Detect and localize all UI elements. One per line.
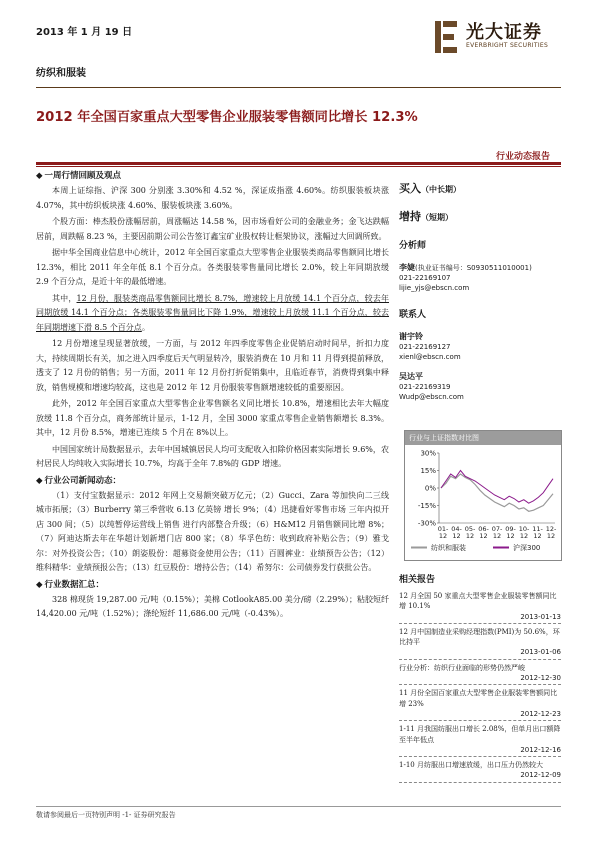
rating-long-term bbox=[399, 180, 561, 196]
report-type: 行业动态报告 bbox=[496, 152, 551, 162]
x-tick-label: 12 bbox=[492, 532, 502, 540]
footer-divider bbox=[36, 806, 561, 807]
analyst-phone: 021-22169107 bbox=[399, 274, 451, 282]
section-heading-data bbox=[36, 578, 389, 593]
x-tick-label: 11- bbox=[532, 525, 543, 533]
related-report-date: 2013-01-13 bbox=[520, 612, 561, 621]
contact-email[interactable]: Wudp@ebscn.com bbox=[399, 393, 464, 401]
chart-plot bbox=[405, 445, 561, 560]
series-line bbox=[441, 471, 553, 504]
legend-label: 沪深300 bbox=[513, 544, 541, 552]
related-reports-list bbox=[399, 588, 561, 783]
y-tick-label: -30% bbox=[417, 519, 436, 528]
paragraph: 此外，2012 年全国百家重点大型零售企业零售额名义同比增长 10.8%，增速相比去年大幅度放缓 11.8 个百分点，商务部统计显示，1-12 月，全国 3000 家重点零售企业销售额增长 8.3%。其中，12 月份 8.5%，增速已连续 5 个月在 8%以上。 bbox=[36, 399, 389, 437]
related-report-date: 2012-12-16 bbox=[520, 745, 561, 754]
list-item[interactable] bbox=[399, 588, 561, 624]
index-comparison-chart bbox=[404, 430, 562, 561]
footer-site: 证券研究报告 bbox=[133, 811, 176, 819]
footer-text bbox=[36, 810, 176, 820]
paragraph: 中国国家统计局数据显示，去年中国城镇居民人均可支配收入扣除价格因素实际增长 9.6%，农村居民人均纯收入实际增长 10.7%，均高于全年 7.8%的 GDP 增速。 bbox=[36, 444, 389, 468]
diamond-bullet-icon: ◆ bbox=[36, 171, 43, 181]
contact-heading: 联系人 bbox=[399, 310, 427, 320]
series-line bbox=[441, 474, 553, 511]
page-number: -1- bbox=[122, 811, 132, 819]
paragraph: 12 月份增速呈现显著放缓，一方面，与 2012 年四季度零售企业促销启动时间早，折扣力度大，持续周期长有关，加之进入四季度后天气明显转冷，服装消费在 10 月和 11 月得到提前释放，透支了 12 月份的销售；另一方面，2011 年 12 月份打折促销集中，且临近春节，消费得到集中释放，销售规模和增速均较高，这也是 2012 年 12 月份服装零售额增速较低的重要原因。 bbox=[36, 339, 389, 392]
main-column bbox=[36, 167, 389, 624]
broker-name: 光大证券 bbox=[466, 22, 542, 43]
x-tick-label: 04- bbox=[451, 525, 462, 533]
analyst-heading: 分析师 bbox=[399, 241, 427, 251]
x-tick-label: 10- bbox=[518, 525, 530, 533]
x-tick-label: 05- bbox=[464, 525, 476, 533]
related-report-title[interactable]: 行业分析：纺织行业面临的形势仍然严峻 bbox=[399, 663, 525, 672]
rating-short-term bbox=[399, 208, 561, 224]
x-tick-label: 09- bbox=[505, 525, 516, 533]
y-tick-label: -15% bbox=[417, 502, 436, 510]
diamond-bullet-icon: ◆ bbox=[36, 579, 43, 590]
x-tick-label: 12 bbox=[465, 532, 475, 540]
list-item[interactable] bbox=[399, 624, 561, 660]
related-report-title[interactable]: 12 月全国 50 家重点大型零售企业服装零售额同比增 10.1% bbox=[399, 592, 557, 611]
x-tick-label: 12 bbox=[546, 532, 556, 540]
paragraph: 个股方面：棒杰股份涨幅居前，周涨幅达 14.58 %，因市场看好公司的金融业务；金飞达跌幅居前，周跌幅 8.23 %，主要因前期公司公告签订鑫宝矿业股权转让框架协议，涨幅过大回调所致。 bbox=[36, 217, 389, 241]
related-report-title[interactable]: 12 月中国制造业采购经理指数(PMI)为 50.6%，环比持平 bbox=[399, 627, 560, 647]
report-date: 2013 年 1 月 19 日 bbox=[36, 27, 133, 38]
sidebar bbox=[399, 167, 561, 402]
diamond-bullet-icon: ◆ bbox=[36, 475, 43, 486]
related-reports-heading: 相关报告 bbox=[399, 575, 436, 585]
underlined-text: 12 月份，服装类商品零售额同比增长 8.7%，增速较上月放缓 14.1 个百分点，较去年同期放缓 14.1 个百分点；各类服装零售量同比下降 1.9%，增速较上月放缓 11.1 个百分点，较去年同期增速下滑 8.5 个百分点 bbox=[36, 293, 389, 332]
y-tick-label: 30% bbox=[420, 449, 436, 458]
paragraph: 据中华全国商业信息中心统计，2012 年全国百家重点大型零售企业服装类商品零售额同比增长 12.3%，相比 2011 年全年低 8.1 个百分点。各类服装零售量同比增长 2.0%，较上年同期放缓 2.9 个百分点，是近十年的最低增速。 bbox=[36, 248, 389, 286]
chart-title: 行业与上证指数对比图 bbox=[405, 431, 561, 445]
heading-text: 一周行情回顾及观点 bbox=[44, 171, 122, 181]
related-report-date: 2012-12-30 bbox=[520, 674, 561, 683]
list-item[interactable] bbox=[399, 685, 561, 721]
x-tick-label: 12 bbox=[452, 532, 461, 540]
footer-disclaimer: 敬请参阅最后一页特别声明 bbox=[36, 811, 120, 819]
list-item[interactable] bbox=[399, 721, 561, 757]
name-text: 李婕 bbox=[399, 263, 415, 272]
related-report-title[interactable]: 1-11 月我国纺服出口增长 2.08%，但单月出口额降至半年低点 bbox=[399, 725, 561, 744]
paragraph: 328 棉现货 19,287.00 元/吨（0.15%）；美棉 CotlookA85.00 美分/磅（2.29%）；粘胶短纤 14,420.00 元/吨（1.52%）；涤纶短纤 11,686.00 元/吨（-0.43%）。 bbox=[36, 594, 389, 618]
header-divider bbox=[36, 87, 561, 88]
related-report-date: 2012-12-09 bbox=[520, 771, 561, 780]
report-title: 2012 年全国百家重点大型零售企业服装零售额同比增长 12.3% bbox=[36, 110, 418, 125]
related-report-title[interactable]: 1-10 月纺服出口增速放缓，出口压力仍然较大 bbox=[399, 761, 543, 770]
contact-name: 吴达平 bbox=[399, 372, 423, 381]
y-tick-label: 15% bbox=[420, 467, 436, 475]
x-tick-label: 12 bbox=[519, 532, 529, 540]
contact-email[interactable]: xienl@ebscn.com bbox=[399, 353, 461, 361]
x-tick-label: 12 bbox=[438, 532, 448, 540]
contact-name: 谢宇铃 bbox=[399, 332, 423, 341]
heading-text: 行业数据汇总： bbox=[44, 579, 105, 590]
rating-text: 增持 bbox=[399, 210, 421, 223]
x-tick-label: 06- bbox=[478, 525, 489, 533]
x-tick-label: 12 bbox=[533, 532, 542, 540]
text-span: 其中， bbox=[52, 293, 77, 303]
paragraph bbox=[36, 292, 389, 336]
section-heading-news bbox=[36, 474, 389, 489]
paragraph: 本周上证综指、沪深 300 分别涨 3.30%和 4.52 %，深证成指涨 4.60%。纺织服装板块涨 4.07%，其中纺织板块涨 4.60%、服装板块涨 3.60%。 bbox=[36, 186, 389, 210]
heading-text: 行业公司新闻动态： bbox=[44, 475, 122, 486]
x-tick-label: 07- bbox=[491, 525, 503, 533]
related-report-title[interactable]: 11 月份全国百家重点大型零售企业服装零售额同比增 23% bbox=[399, 689, 558, 708]
x-tick-label: 12 bbox=[506, 532, 515, 540]
cert-text: (执业证书编号：S0930511010001) bbox=[415, 264, 532, 272]
text-span: 。 bbox=[141, 322, 150, 332]
related-report-date: 2012-12-23 bbox=[520, 709, 561, 718]
rating-text: 买入 bbox=[399, 182, 421, 195]
legend-label: 纺织和服装 bbox=[431, 544, 466, 552]
broker-name-en: EVERBRIGHT SECURITIES bbox=[466, 42, 549, 49]
x-tick-label: 12 bbox=[479, 532, 488, 540]
list-item[interactable] bbox=[399, 660, 561, 686]
section-heading-weekly bbox=[36, 169, 389, 184]
x-tick-label: 01- bbox=[437, 525, 449, 533]
x-tick-label: 12- bbox=[545, 525, 557, 533]
related-report-date: 2013-01-06 bbox=[520, 648, 561, 657]
contact-phone: 021-22169127 bbox=[399, 343, 451, 351]
list-item[interactable] bbox=[399, 757, 561, 783]
rating-term: （中长期） bbox=[421, 185, 461, 194]
rating-term: （短期） bbox=[421, 213, 453, 222]
analyst-name bbox=[399, 262, 561, 273]
sector-label: 纺织和服装 bbox=[36, 68, 86, 79]
y-tick-label: 0% bbox=[424, 484, 436, 493]
analyst-email[interactable]: lijie_yjs@ebscn.com bbox=[399, 284, 470, 292]
title-divider bbox=[36, 162, 561, 165]
contact-phone: 021-22169319 bbox=[399, 383, 451, 391]
paragraph: （1）支付宝数据显示：2012 年网上交易额突破万亿元；（2）Gucci、Zara 等加快向二三线城市拓展；（3）Burberry 第三季营收 6.13 亿英镑 增长 9%；（4）迅捷看好零售市场 三年内拟开店 300 间；（5）以纯暂停运营线上销售 进行内部整合升级；（6）H&M12 月销售额同比增 8%；（7）阿迪达斯去年在华超计划新增门店 800 家；（8）华孚色纺：收到政府补贴公告；（9）雅戈尔：对外投资公告；（10）朗姿股份：超募资金使用公告；（11）百圆裤业：业绩预告公告；（12）维科精华：业绩预报公告；（13）红豆股份：增持公告；（14）希努尔：公司债券发行获批公告。 bbox=[36, 490, 389, 572]
